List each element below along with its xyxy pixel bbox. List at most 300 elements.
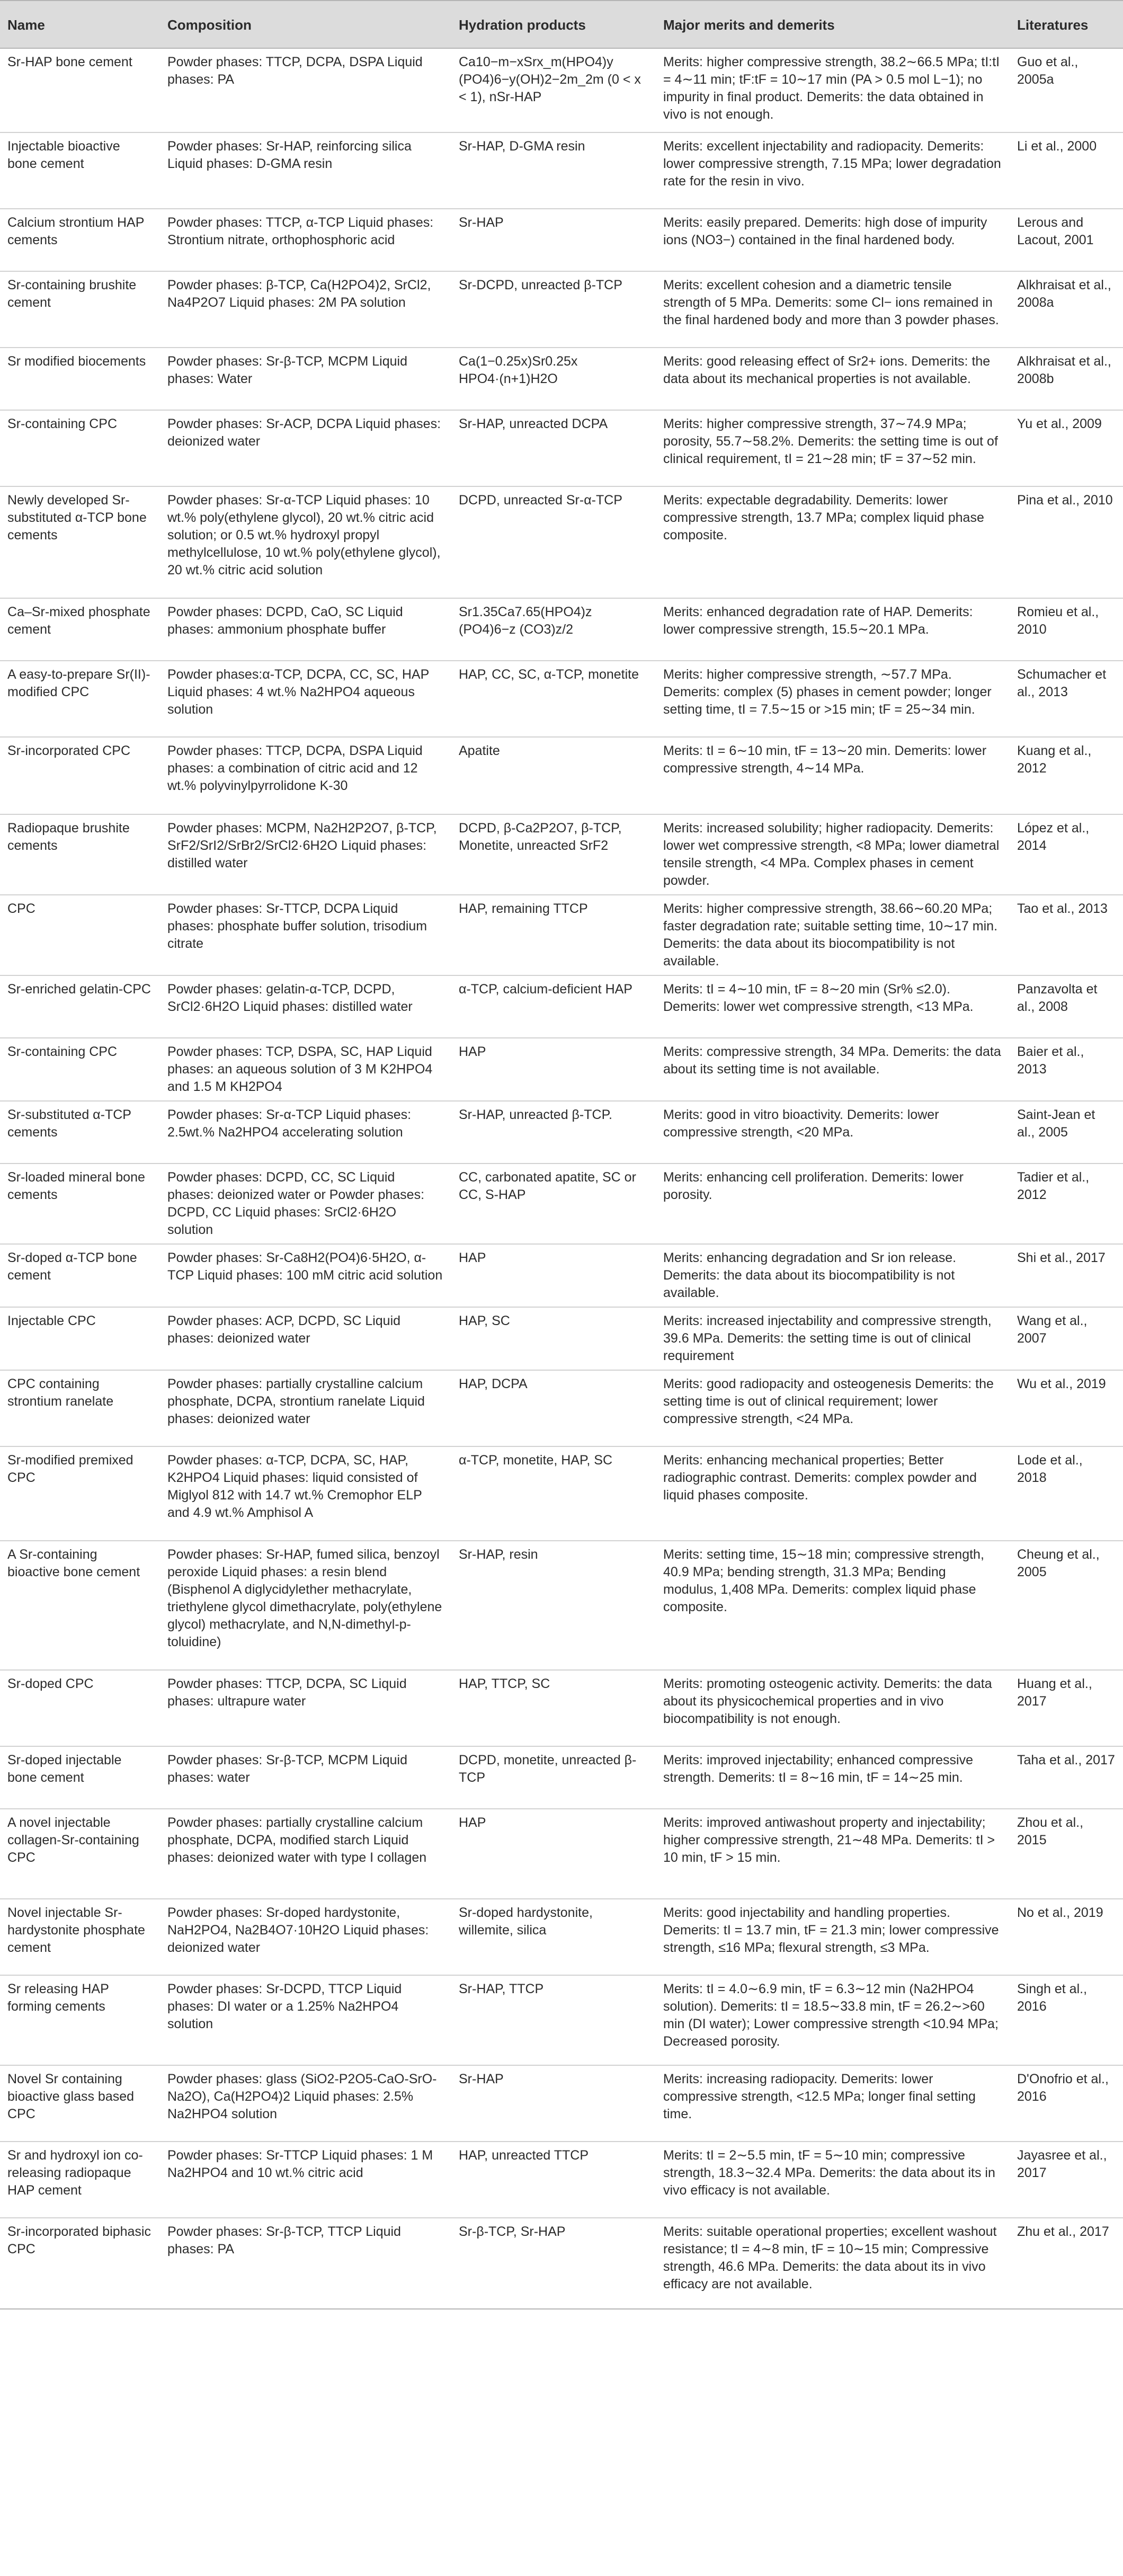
cell-name	[0, 814, 160, 895]
cell-literature-text: Alkhraisat et al., 2008a	[1017, 278, 1111, 310]
cell-name-text: CPC	[7, 901, 35, 916]
cell-name	[0, 1975, 160, 2065]
cell-name-text: Sr-doped CPC	[7, 1676, 94, 1691]
table-row	[0, 814, 1123, 895]
cell-literature	[1010, 814, 1123, 895]
cell-name-text: Sr-incorporated biphasic CPC	[7, 2224, 151, 2257]
cell-merits-demerits	[656, 1899, 1010, 1975]
cell-hydration-products-text: α-TCP, calcium-deficient HAP	[459, 982, 632, 997]
cell-name-text: Sr modified biocements	[7, 354, 146, 369]
cell-merits-demerits-text: Merits: tI = 4.0∼6.9 min, tF = 6.3∼12 min (Na2HPO4 solution). Demerits: tI = 18.5∼33.8 min, tF = 26.2∼>60 min (DI water); Lower compressive strength <10.94 MPa; Decreased porosity.	[663, 1982, 999, 2049]
table-row	[0, 1899, 1123, 1975]
cell-composition-text: Powder phases: TTCP, DCPA, SC Liquid phases: ultrapure water	[167, 1676, 407, 1709]
cell-merits-demerits	[656, 895, 1010, 975]
cell-hydration-products	[451, 1746, 656, 1809]
cell-merits-demerits	[656, 1975, 1010, 2065]
cell-merits-demerits	[656, 1746, 1010, 1809]
table-row	[0, 1163, 1123, 1244]
cell-hydration-products-text: HAP	[459, 1044, 486, 1059]
table-row	[0, 661, 1123, 737]
cell-composition	[160, 132, 451, 209]
cell-merits-demerits	[656, 1370, 1010, 1446]
table-row	[0, 486, 1123, 598]
cell-literature-text: Yu et al., 2009	[1017, 416, 1102, 431]
cell-literature-text: Zhu et al., 2017	[1017, 2224, 1109, 2239]
cell-hydration-products-text: HAP, TTCP, SC	[459, 1676, 550, 1691]
table-row	[0, 48, 1123, 132]
cell-name-text: Calcium strontium HAP cements	[7, 215, 144, 247]
cell-merits-demerits-text: Merits: setting time, 15∼18 min; compressive strength, 40.9 MPa; bending strength, 31.3 MPa; Bending modulus, 1,408 MPa. Demerits: complex liquid phase composite.	[663, 1547, 984, 1614]
cell-composition-text: Powder phases: glass (SiO2-P2O5-CaO-SrO-Na2O), Ca(H2PO4)2 Liquid phases: 2.5% Na2HPO4 solution	[167, 2072, 437, 2121]
cell-merits-demerits-text: Merits: good injectability and handling properties. Demerits: tI = 13.7 min, tF = 21.3 min; lower compressive strength, ≤16 MPa; flexural strength, ≤3 MPa.	[663, 1905, 999, 1955]
cell-literature	[1010, 1975, 1123, 2065]
cell-merits-demerits-text: Merits: enhancing mechanical properties; Better radiographic contrast. Demerits: complex powder and liquid phases composite.	[663, 1453, 977, 1503]
cell-composition	[160, 1370, 451, 1446]
cell-hydration-products	[451, 132, 656, 209]
cell-merits-demerits	[656, 1163, 1010, 1244]
cell-name	[0, 1899, 160, 1975]
cell-hydration-products	[451, 1101, 656, 1163]
cell-composition	[160, 1809, 451, 1899]
cell-literature	[1010, 1307, 1123, 1370]
cell-hydration-products-text: Sr-HAP, unreacted β-TCP.	[459, 1107, 612, 1122]
cell-name-text: Injectable bioactive bone cement	[7, 139, 120, 171]
cell-composition	[160, 1899, 451, 1975]
cell-composition	[160, 1163, 451, 1244]
column-header-composition: Composition	[160, 1, 451, 48]
cell-hydration-products-text: Ca(1−0.25x)Sr0.25x HPO4·(n+1)H2O	[459, 354, 578, 386]
cell-merits-demerits	[656, 1670, 1010, 1746]
cell-hydration-products	[451, 975, 656, 1038]
cell-merits-demerits	[656, 598, 1010, 661]
cell-merits-demerits	[656, 410, 1010, 486]
cell-name-text: Ca–Sr-mixed phosphate cement	[7, 605, 150, 637]
table-row	[0, 132, 1123, 209]
table-row	[0, 1446, 1123, 1541]
cell-hydration-products	[451, 1163, 656, 1244]
cell-hydration-products-text: Sr-HAP, unreacted DCPA	[459, 416, 608, 431]
cell-composition-text: Powder phases: Sr-β-TCP, TTCP Liquid phases: PA	[167, 2224, 401, 2257]
table-row	[0, 1370, 1123, 1446]
cell-composition-text: Powder phases: Sr-β-TCP, MCPM Liquid phases: water	[167, 1753, 407, 1785]
cell-hydration-products-text: Sr-HAP, TTCP	[459, 1982, 544, 1996]
cell-hydration-products-text: DCPD, unreacted Sr-α-TCP	[459, 493, 622, 508]
cell-hydration-products	[451, 661, 656, 737]
table-row	[0, 975, 1123, 1038]
cell-merits-demerits	[656, 48, 1010, 132]
cell-composition	[160, 661, 451, 737]
cell-merits-demerits-text: Merits: higher compressive strength, 38.66∼60.20 MPa; faster degradation rate; suitable setting time, 10∼17 min. Demerits: the data about its biocompatibility is not available.	[663, 901, 998, 969]
cell-hydration-products-text: HAP, SC	[459, 1313, 510, 1328]
table-row	[0, 1307, 1123, 1370]
cell-hydration-products	[451, 2065, 656, 2142]
cell-hydration-products-text: Sr-HAP	[459, 2072, 504, 2086]
cell-merits-demerits	[656, 1101, 1010, 1163]
cell-name-text: Novel injectable Sr-hardystonite phosphate cement	[7, 1905, 145, 1955]
cell-literature	[1010, 2142, 1123, 2218]
cell-hydration-products-text: Apatite	[459, 743, 500, 758]
cell-literature-text: Kuang et al., 2012	[1017, 743, 1092, 776]
cell-literature-text: Cheung et al., 2005	[1017, 1547, 1100, 1579]
table-body	[0, 48, 1123, 2309]
cell-name-text: Injectable CPC	[7, 1313, 96, 1328]
cell-merits-demerits-text: Merits: tI = 2∼5.5 min, tF = 5∼10 min; compressive strength, 18.3∼32.4 MPa. Demerits: the data about its in vivo efficacy is not available.	[663, 2148, 995, 2198]
cell-name	[0, 1670, 160, 1746]
cell-merits-demerits	[656, 1446, 1010, 1541]
column-header-name: Name	[0, 1, 160, 48]
cell-composition-text: Powder phases: α-TCP, DCPA, SC, HAP, K2HPO4 Liquid phases: liquid consisted of Miglyol 812 with 14.7 wt.% Cremophor ELP and 4.9 wt.% Amphisol A	[167, 1453, 422, 1520]
cell-literature	[1010, 486, 1123, 598]
cell-merits-demerits-text: Merits: suitable operational properties; excellent washout resistance; tI = 4∼8 min, tF = 10∼15 min; Compressive strength, 46.6 MPa. Demerits: the data about its in vivo efficacy are not available.	[663, 2224, 997, 2291]
cell-composition	[160, 48, 451, 132]
cell-literature-text: Romieu et al., 2010	[1017, 605, 1099, 637]
cell-hydration-products	[451, 1809, 656, 1899]
cell-literature-text: Singh et al., 2016	[1017, 1982, 1088, 2014]
cell-merits-demerits-text: Merits: compressive strength, 34 MPa. Demerits: the data about its setting time is not available.	[663, 1044, 1001, 1077]
cell-merits-demerits-text: Merits: increased injectability and compressive strength, 39.6 MPa. Demerits: the setting time is out of clinical requirement	[663, 1313, 992, 1363]
column-header-hydration-products: Hydration products	[451, 1, 656, 48]
cell-merits-demerits-text: Merits: expectable degradability. Demerits: lower compressive strength, 13.7 MPa; complex liquid phase composite.	[663, 493, 984, 543]
table-row	[0, 1809, 1123, 1899]
cell-name	[0, 486, 160, 598]
cell-hydration-products	[451, 1899, 656, 1975]
table-row	[0, 271, 1123, 348]
cell-literature	[1010, 1670, 1123, 1746]
column-header-merits-demerits: Major merits and demerits	[656, 1, 1010, 48]
cell-hydration-products	[451, 1446, 656, 1541]
cell-hydration-products	[451, 1975, 656, 2065]
cell-name	[0, 1746, 160, 1809]
cell-literature-text: Alkhraisat et al., 2008b	[1017, 354, 1111, 386]
cell-composition-text: Powder phases:α-TCP, DCPA, CC, SC, HAP Liquid phases: 4 wt.% Na2HPO4 aqueous solution	[167, 667, 429, 717]
cell-composition-text: Powder phases: TTCP, DCPA, DSPA Liquid phases: PA	[167, 55, 423, 87]
cell-name	[0, 1307, 160, 1370]
cell-hydration-products	[451, 486, 656, 598]
cell-literature	[1010, 2218, 1123, 2309]
cell-composition-text: Powder phases: Sr-HAP, fumed silica, benzoyl peroxide Liquid phases: a resin blend (Bisphenol A diglycidylether methacrylate, triethylene glycol dimethacrylate, poly(ethylene glycol) methacrylate, and N,N-dimethyl-p-toluidine)	[167, 1547, 442, 1649]
cell-composition-text: Powder phases: DCPD, CaO, SC Liquid phases: ammonium phosphate buffer	[167, 605, 403, 637]
cell-hydration-products	[451, 48, 656, 132]
cell-merits-demerits	[656, 1038, 1010, 1101]
cell-composition	[160, 348, 451, 410]
cell-composition-text: Powder phases: Sr-α-TCP Liquid phases: 2.5wt.% Na2HPO4 accelerating solution	[167, 1107, 412, 1140]
cell-name-text: A easy-to-prepare Sr(II)-modified CPC	[7, 667, 150, 699]
cell-literature-text: Lode et al., 2018	[1017, 1453, 1083, 1485]
cell-merits-demerits-text: Merits: good releasing effect of Sr2+ ions. Demerits: the data about its mechanical properties is not available.	[663, 354, 991, 386]
cell-merits-demerits	[656, 1244, 1010, 1307]
table-row	[0, 1541, 1123, 1670]
cell-literature-text: Saint-Jean et al., 2005	[1017, 1107, 1095, 1140]
cell-literature	[1010, 1370, 1123, 1446]
cell-literature-text: Huang et al., 2017	[1017, 1676, 1092, 1709]
cell-name	[0, 410, 160, 486]
cell-composition-text: Powder phases: gelatin-α-TCP, DCPD, SrCl2·6H2O Liquid phases: distilled water	[167, 982, 413, 1014]
table-row	[0, 737, 1123, 814]
cell-literature-text: Tao et al., 2013	[1017, 901, 1108, 916]
cell-merits-demerits-text: Merits: enhancing degradation and Sr ion release. Demerits: the data about its biocompatibility is not available.	[663, 1250, 957, 1300]
cell-merits-demerits	[656, 2218, 1010, 2309]
cell-merits-demerits-text: Merits: increased solubility; higher radiopacity. Demerits: lower wet compressive strength, <8 MPa; lower diametral tensile strength, <4 MPa. Complex phases in cement powder.	[663, 821, 1000, 888]
cell-composition-text: Powder phases: DCPD, CC, SC Liquid phases: deionized water or Powder phases: DCPD, CC Liquid phases: SrCl2·6H2O solution	[167, 1170, 425, 1237]
cell-literature	[1010, 1746, 1123, 1809]
cell-hydration-products-text: CC, carbonated apatite, SC or CC, S-HAP	[459, 1170, 636, 1202]
cell-hydration-products-text: DCPD, β-Ca2P2O7, β-TCP, Monetite, unreacted SrF2	[459, 821, 622, 853]
cell-merits-demerits	[656, 271, 1010, 348]
cell-name	[0, 209, 160, 271]
cell-hydration-products-text: Sr-HAP, resin	[459, 1547, 538, 1562]
cell-merits-demerits-text: Merits: good radiopacity and osteogenesis Demerits: the setting time is out of clinical requirement; lower compressive strength, <24 MPa.	[663, 1376, 994, 1426]
cell-literature-text: Panzavolta et al., 2008	[1017, 982, 1098, 1014]
cell-literature	[1010, 2065, 1123, 2142]
cell-merits-demerits-text: Merits: easily prepared. Demerits: high dose of impurity ions (NO3−) contained in the final hardened body.	[663, 215, 987, 247]
cell-name	[0, 1101, 160, 1163]
cell-merits-demerits-text: Merits: excellent cohesion and a diametric tensile strength of 5 MPa. Demerits: some Cl− ions remained in the final hardened body and more than 3 powder phases.	[663, 278, 999, 327]
cell-hydration-products-text: HAP, DCPA	[459, 1376, 528, 1391]
cell-hydration-products	[451, 598, 656, 661]
cell-composition-text: Powder phases: partially crystalline calcium phosphate, DCPA, modified starch Liquid phases: deionized water with type I collagen	[167, 1815, 427, 1865]
table-row	[0, 895, 1123, 975]
cell-name-text: Radiopaque brushite cements	[7, 821, 130, 853]
cell-composition	[160, 1541, 451, 1670]
cell-name-text: Sr-loaded mineral bone cements	[7, 1170, 145, 1202]
cell-literature-text: Baier et al., 2013	[1017, 1044, 1084, 1077]
cell-name	[0, 1446, 160, 1541]
table-row	[0, 2218, 1123, 2309]
cell-name	[0, 2142, 160, 2218]
cell-hydration-products	[451, 1038, 656, 1101]
cell-hydration-products-text: HAP	[459, 1250, 486, 1265]
cell-merits-demerits-text: Merits: higher compressive strength, 37∼74.9 MPa; porosity, 55.7∼58.2%. Demerits: the setting time is out of clinical requirement, tI = 21∼28 min; tF = 37∼52 min.	[663, 416, 998, 466]
cell-composition	[160, 1446, 451, 1541]
cell-merits-demerits	[656, 737, 1010, 814]
cell-literature	[1010, 737, 1123, 814]
cell-composition	[160, 2218, 451, 2309]
cell-hydration-products	[451, 1670, 656, 1746]
cell-name	[0, 1809, 160, 1899]
cell-literature	[1010, 1101, 1123, 1163]
cell-literature	[1010, 1541, 1123, 1670]
cell-literature	[1010, 1163, 1123, 1244]
cell-merits-demerits-text: Merits: promoting osteogenic activity. Demerits: the data about its physicochemical properties and in vivo biocompatibility is not enough.	[663, 1676, 992, 1726]
cell-hydration-products	[451, 2142, 656, 2218]
cell-hydration-products	[451, 2218, 656, 2309]
cell-literature	[1010, 271, 1123, 348]
cell-merits-demerits-text: Merits: tI = 6∼10 min, tF = 13∼20 min. Demerits: lower compressive strength, 4∼14 MPa.	[663, 743, 987, 776]
cell-name-text: A novel injectable collagen-Sr-containing CPC	[7, 1815, 139, 1865]
cell-name	[0, 661, 160, 737]
cell-composition	[160, 1746, 451, 1809]
cell-merits-demerits-text: Merits: tI = 4∼10 min, tF = 8∼20 min (Sr% ≤2.0). Demerits: lower wet compressive strength, <13 MPa.	[663, 982, 974, 1014]
cell-name-text: CPC containing strontium ranelate	[7, 1376, 114, 1409]
cell-merits-demerits-text: Merits: enhanced degradation rate of HAP. Demerits: lower compressive strength, 15.5∼20.1 MPa.	[663, 605, 973, 637]
cell-composition-text: Powder phases: Sr-α-TCP Liquid phases: 10 wt.% poly(ethylene glycol), 20 wt.% citric acid solution; or 0.5 wt.% hydroxyl propyl methylcellulose, 10 wt.% poly(ethylene glycol), 20 wt.% citric acid solution	[167, 493, 441, 578]
cell-name-text: Newly developed Sr-substituted α-TCP bone cements	[7, 493, 147, 543]
cell-hydration-products	[451, 895, 656, 975]
cell-composition	[160, 1975, 451, 2065]
cell-name-text: Sr-containing brushite cement	[7, 278, 137, 310]
cell-merits-demerits	[656, 486, 1010, 598]
cell-name	[0, 598, 160, 661]
cell-literature	[1010, 209, 1123, 271]
cell-literature	[1010, 1809, 1123, 1899]
cell-hydration-products	[451, 1370, 656, 1446]
cell-literature	[1010, 975, 1123, 1038]
cell-hydration-products-text: HAP, CC, SC, α-TCP, monetite	[459, 667, 639, 682]
cell-merits-demerits	[656, 132, 1010, 209]
cell-name-text: Novel Sr containing bioactive glass based CPC	[7, 2072, 135, 2121]
cell-merits-demerits	[656, 348, 1010, 410]
table-row	[0, 1038, 1123, 1101]
column-header-literatures: Literatures	[1010, 1, 1123, 48]
cell-hydration-products	[451, 271, 656, 348]
cell-literature-text: López et al., 2014	[1017, 821, 1090, 853]
cell-composition-text: Powder phases: β-TCP, Ca(H2PO4)2, SrCl2, Na4P2O7 Liquid phases: 2M PA solution	[167, 278, 431, 310]
cell-composition-text: Powder phases: Sr-HAP, reinforcing silica Liquid phases: D-GMA resin	[167, 139, 412, 171]
cell-name-text: Sr-containing CPC	[7, 1044, 118, 1059]
cell-literature	[1010, 661, 1123, 737]
cell-hydration-products	[451, 814, 656, 895]
cell-composition	[160, 1101, 451, 1163]
cell-literature-text: Taha et al., 2017	[1017, 1753, 1115, 1767]
cell-merits-demerits	[656, 2142, 1010, 2218]
cell-name	[0, 1541, 160, 1670]
cell-composition	[160, 271, 451, 348]
table-row	[0, 1244, 1123, 1307]
cell-name	[0, 1038, 160, 1101]
cell-hydration-products-text: Ca10−m−xSrx_m(HPO4)y (PO4)6−y(OH)2−2m_2m (0 < x < 1), nSr-HAP	[459, 55, 641, 104]
table-row	[0, 348, 1123, 410]
cell-merits-demerits-text: Merits: improved antiwashout property and injectability; higher compressive strength, 21∼48 MPa. Demerits: tI > 10 min, tF > 15 min.	[663, 1815, 995, 1865]
cell-literature	[1010, 132, 1123, 209]
cell-merits-demerits-text: Merits: good in vitro bioactivity. Demerits: lower compressive strength, <20 MPa.	[663, 1107, 939, 1140]
cell-merits-demerits	[656, 2065, 1010, 2142]
cell-name	[0, 48, 160, 132]
cell-literature	[1010, 410, 1123, 486]
cell-name	[0, 2218, 160, 2309]
cell-merits-demerits-text: Merits: enhancing cell proliferation. Demerits: lower porosity.	[663, 1170, 964, 1202]
cell-merits-demerits	[656, 975, 1010, 1038]
cell-name	[0, 271, 160, 348]
cell-literature	[1010, 48, 1123, 132]
cell-literature-text: Schumacher et al., 2013	[1017, 667, 1107, 699]
cell-merits-demerits-text: Merits: increasing radiopacity. Demerits: lower compressive strength, <12.5 MPa; longer final setting time.	[663, 2072, 976, 2121]
table-header	[0, 1, 1123, 48]
cell-hydration-products-text: Sr-DCPD, unreacted β-TCP	[459, 278, 622, 292]
cell-composition-text: Powder phases: Sr-TTCP Liquid phases: 1 M Na2HPO4 and 10 wt.% citric acid	[167, 2148, 433, 2180]
table-row	[0, 1670, 1123, 1746]
cell-literature-text: Wang et al., 2007	[1017, 1313, 1088, 1346]
cell-composition-text: Powder phases: Sr-ACP, DCPA Liquid phases: deionized water	[167, 416, 441, 449]
table-row	[0, 1975, 1123, 2065]
cell-merits-demerits-text: Merits: improved injectability; enhanced compressive strength. Demerits: tI = 8∼16 min, tF = 14∼25 min.	[663, 1753, 973, 1785]
cell-hydration-products	[451, 410, 656, 486]
cell-name-text: Sr-substituted α-TCP cements	[7, 1107, 131, 1140]
cell-composition	[160, 1670, 451, 1746]
cell-hydration-products	[451, 1244, 656, 1307]
cell-composition-text: Powder phases: Sr-doped hardystonite, NaH2PO4, Na2B4O7·10H2O Liquid phases: deionized water	[167, 1905, 429, 1955]
cell-hydration-products	[451, 1541, 656, 1670]
header-row	[0, 1, 1123, 48]
cell-composition	[160, 1038, 451, 1101]
cell-name	[0, 975, 160, 1038]
cell-name	[0, 737, 160, 814]
cell-hydration-products-text: Sr-HAP	[459, 215, 504, 230]
cell-hydration-products	[451, 209, 656, 271]
cell-literature	[1010, 348, 1123, 410]
cell-literature	[1010, 895, 1123, 975]
cell-literature-text: Li et al., 2000	[1017, 139, 1097, 154]
cell-literature-text: Shi et al., 2017	[1017, 1250, 1106, 1265]
cell-name	[0, 2065, 160, 2142]
cell-merits-demerits	[656, 1541, 1010, 1670]
cell-merits-demerits	[656, 209, 1010, 271]
cell-literature-text: Zhou et al., 2015	[1017, 1815, 1084, 1847]
cell-composition-text: Powder phases: ACP, DCPD, SC Liquid phases: deionized water	[167, 1313, 401, 1346]
cell-literature-text: Guo et al., 2005a	[1017, 55, 1079, 87]
cell-composition	[160, 975, 451, 1038]
cell-composition	[160, 1244, 451, 1307]
cell-name-text: A Sr-containing bioactive bone cement	[7, 1547, 140, 1579]
cell-merits-demerits-text: Merits: higher compressive strength, ∼57.7 MPa. Demerits: complex (5) phases in cement powder; longer setting time, tI = 7.5∼15 or >15 min; tF = 25∼34 min.	[663, 667, 992, 717]
cell-name	[0, 895, 160, 975]
cell-literature-text: D'Onofrio et al., 2016	[1017, 2072, 1109, 2104]
cell-literature-text: Pina et al., 2010	[1017, 493, 1113, 508]
cell-literature	[1010, 1038, 1123, 1101]
cell-name-text: Sr-modified premixed CPC	[7, 1453, 133, 1485]
cell-composition-text: Powder phases: Sr-Ca8H2(PO4)6·5H2O, α-TCP Liquid phases: 100 mM citric acid solution	[167, 1250, 443, 1283]
cell-merits-demerits	[656, 1307, 1010, 1370]
cell-composition	[160, 486, 451, 598]
table-row	[0, 598, 1123, 661]
cell-composition-text: Powder phases: TCP, DSPA, SC, HAP Liquid phases: an aqueous solution of 3 M K2HPO4 and 1.5 M KH2PO4	[167, 1044, 433, 1094]
table-row	[0, 209, 1123, 271]
cell-name-text: Sr releasing HAP forming cements	[7, 1982, 109, 2014]
cell-name-text: Sr-HAP bone cement	[7, 55, 132, 69]
cell-name-text: Sr and hydroxyl ion co-releasing radiopaque HAP cement	[7, 2148, 143, 2198]
cell-composition-text: Powder phases: TTCP, α-TCP Liquid phases: Strontium nitrate, orthophosphoric acid	[167, 215, 434, 247]
cell-name	[0, 132, 160, 209]
cell-merits-demerits	[656, 661, 1010, 737]
cell-composition	[160, 598, 451, 661]
table-row	[0, 1746, 1123, 1809]
cell-composition-text: Powder phases: partially crystalline calcium phosphate, DCPA, strontium ranelate Liquid phases: deionized water	[167, 1376, 425, 1426]
cell-name-text: Sr-containing CPC	[7, 416, 118, 431]
cell-composition	[160, 1307, 451, 1370]
cell-composition-text: Powder phases: MCPM, Na2H2P2O7, β-TCP, SrF2/SrI2/SrBr2/SrCl2·6H2O Liquid phases: distilled water	[167, 821, 437, 870]
cell-merits-demerits	[656, 814, 1010, 895]
cell-literature-text: Wu et al., 2019	[1017, 1376, 1106, 1391]
cell-name	[0, 1163, 160, 1244]
table-row	[0, 1101, 1123, 1163]
cell-name	[0, 1370, 160, 1446]
cell-hydration-products-text: HAP	[459, 1815, 486, 1830]
cell-composition	[160, 410, 451, 486]
cell-composition	[160, 2142, 451, 2218]
table-row	[0, 2142, 1123, 2218]
cell-composition	[160, 895, 451, 975]
cell-composition-text: Powder phases: TTCP, DCPA, DSPA Liquid phases: a combination of citric acid and 12 wt.% polyvinylpyrrolidone K-30	[167, 743, 423, 793]
cell-literature-text: Jayasree et al., 2017	[1017, 2148, 1107, 2180]
cell-composition-text: Powder phases: Sr-TTCP, DCPA Liquid phases: phosphate buffer solution, trisodium citrate	[167, 901, 427, 951]
cell-hydration-products-text: Sr-HAP, D-GMA resin	[459, 139, 585, 154]
cell-merits-demerits-text: Merits: excellent injectability and radiopacity. Demerits: lower compressive strength, 7.15 MPa; lower degradation rate for the resin in vivo.	[663, 139, 1001, 189]
cell-name-text: Sr-enriched gelatin-CPC	[7, 982, 151, 997]
cell-composition	[160, 2065, 451, 2142]
cell-hydration-products-text: HAP, unreacted TTCP	[459, 2148, 589, 2163]
cell-literature	[1010, 1244, 1123, 1307]
cell-hydration-products-text: HAP, remaining TTCP	[459, 901, 588, 916]
cell-literature	[1010, 1446, 1123, 1541]
